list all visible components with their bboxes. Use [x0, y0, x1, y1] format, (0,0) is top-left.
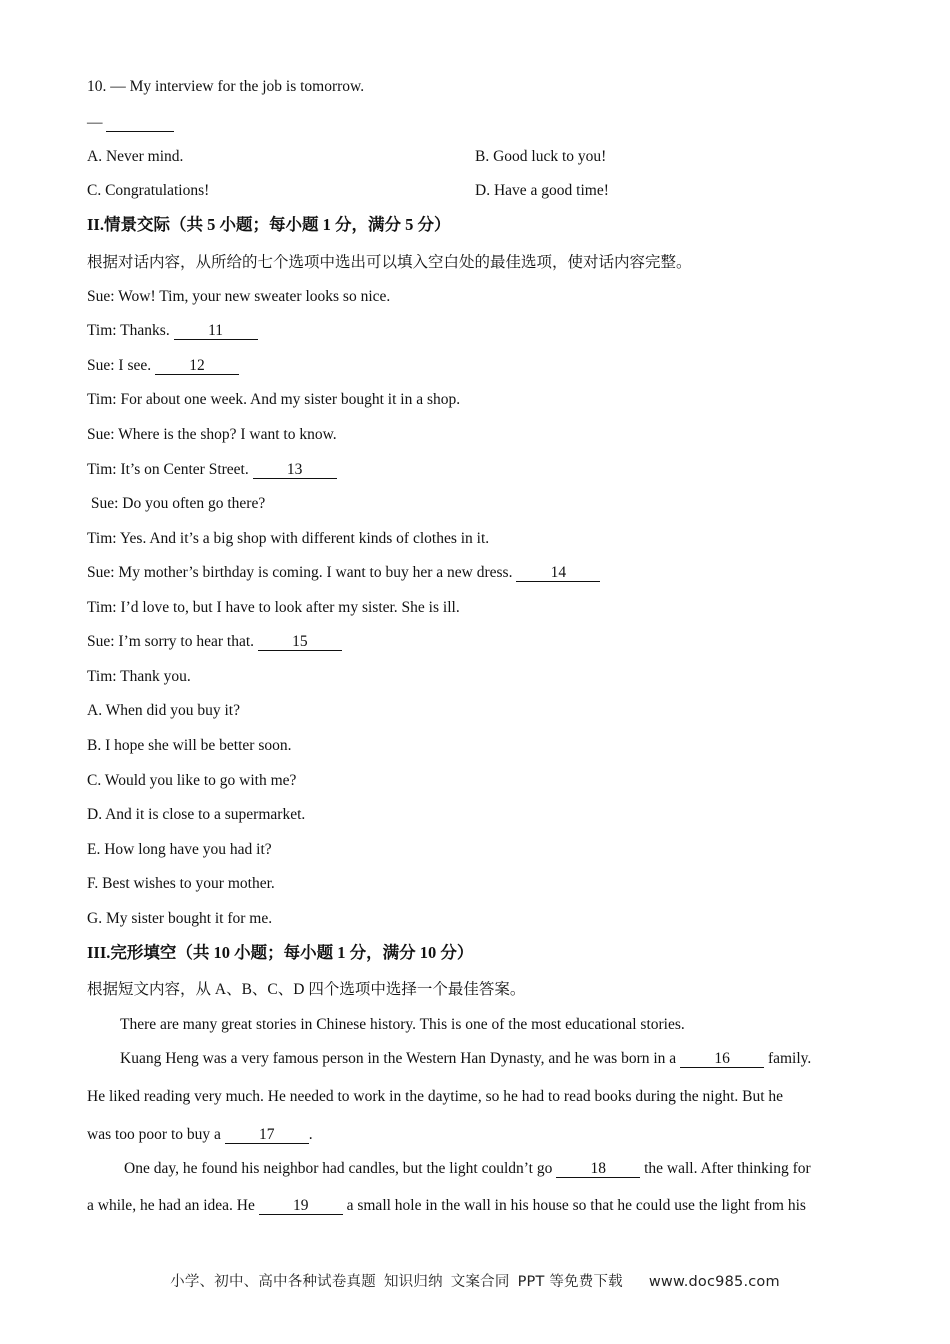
choice-b: B. I hope she will be better soon. [87, 737, 292, 754]
dialogue-line: Sue: My mother’s birthday is coming. I want to buy her a new dress. 14 [87, 563, 600, 583]
choice-f: F. Best wishes to your mother. [87, 875, 275, 892]
dialogue-line: Sue: Do you often go there? [87, 495, 266, 512]
option-a: A. Never mind. [87, 148, 184, 165]
dialogue-line: Tim: Yes. And it’s a big shop with different kinds of clothes in it. [87, 530, 490, 547]
page-footer [0, 1270, 950, 1291]
answer-line [87, 113, 174, 133]
dialogue-line: Sue: I’m sorry to hear that. 15 [87, 632, 342, 652]
blank-19: 19 [259, 1197, 343, 1215]
blank-15: 15 [258, 633, 342, 651]
passage-line: He liked reading very much. He needed to work in the daytime, so he had to read books during the night. But he [87, 1088, 784, 1105]
choice-d: D. And it is close to a supermarket. [87, 806, 306, 823]
blank-17: 17 [225, 1126, 309, 1144]
dialogue-line: Tim: Thank you. [87, 668, 191, 685]
blank-11: 11 [174, 322, 258, 340]
dialogue-line: Tim: It’s on Center Street. 13 [87, 460, 337, 480]
question-10: 10. — My interview for the job is tomorrow. [87, 78, 365, 95]
blank-13: 13 [253, 461, 337, 479]
footer-item: 知识归纳 [383, 1274, 443, 1290]
passage-line: Kuang Heng was a very famous person in the Western Han Dynasty, and he was born in a 16 family. [120, 1050, 812, 1067]
section-2-instruction: 根据对话内容，从所给的七个选项中选出可以填入空白处的最佳选项，使对话内容完整。 [87, 254, 692, 271]
reply-dash: — [87, 114, 103, 131]
blank-16: 16 [680, 1050, 764, 1068]
blank-18: 18 [556, 1160, 640, 1178]
dialogue-line: Sue: I see. 12 [87, 356, 239, 376]
dialogue-line: Sue: Wow! Tim, your new sweater looks so nice. [87, 288, 391, 305]
passage-line: One day, he found his neighbor had candles, but the light couldn’t go 18 the wall. After thinking for [124, 1160, 811, 1177]
section-3-title: III.完形填空（共 10 小题；每小题 1 分，满分 10 分） [87, 943, 474, 962]
footer-item: 文案合同 [450, 1274, 510, 1290]
option-d: D. Have a good time! [475, 182, 609, 199]
dialogue-line: Tim: Thanks. 11 [87, 321, 258, 341]
blank-14: 14 [516, 564, 600, 582]
section-2-title: II.情景交际（共 5 小题；每小题 1 分，满分 5 分） [87, 215, 451, 234]
footer-link[interactable]: www.doc985.com [648, 1274, 780, 1290]
choice-c: C. Would you like to go with me? [87, 772, 297, 789]
option-c: C. Congratulations! [87, 182, 210, 199]
blank-12: 12 [155, 357, 239, 375]
dialogue-line: Tim: I’d love to, but I have to look after my sister. She is ill. [87, 599, 460, 616]
answer-blank [106, 114, 174, 132]
dialogue-line: Sue: Where is the shop? I want to know. [87, 426, 337, 443]
passage-line: was too poor to buy a 17 . [87, 1126, 313, 1143]
footer-item: PPT 等免费下载 [517, 1274, 623, 1290]
option-b: B. Good luck to you! [475, 148, 607, 165]
choice-e: E. How long have you had it? [87, 841, 272, 858]
dialogue-line: Tim: For about one week. And my sister bought it in a shop. [87, 391, 461, 408]
choice-g: G. My sister bought it for me. [87, 910, 273, 927]
passage-line: a while, he had an idea. He 19 a small hole in the wall in his house so that he could use the light from his [87, 1197, 806, 1214]
section-3-instruction: 根据短文内容，从 A、B、C、D 四个选项中选择一个最佳答案。 [87, 981, 526, 998]
choice-a: A. When did you buy it? [87, 702, 240, 719]
passage-paragraph-1: There are many great stories in Chinese history. This is one of the most educational stories. [120, 1016, 685, 1033]
footer-item: 小学、初中、高中各种试卷真题 [170, 1274, 376, 1290]
